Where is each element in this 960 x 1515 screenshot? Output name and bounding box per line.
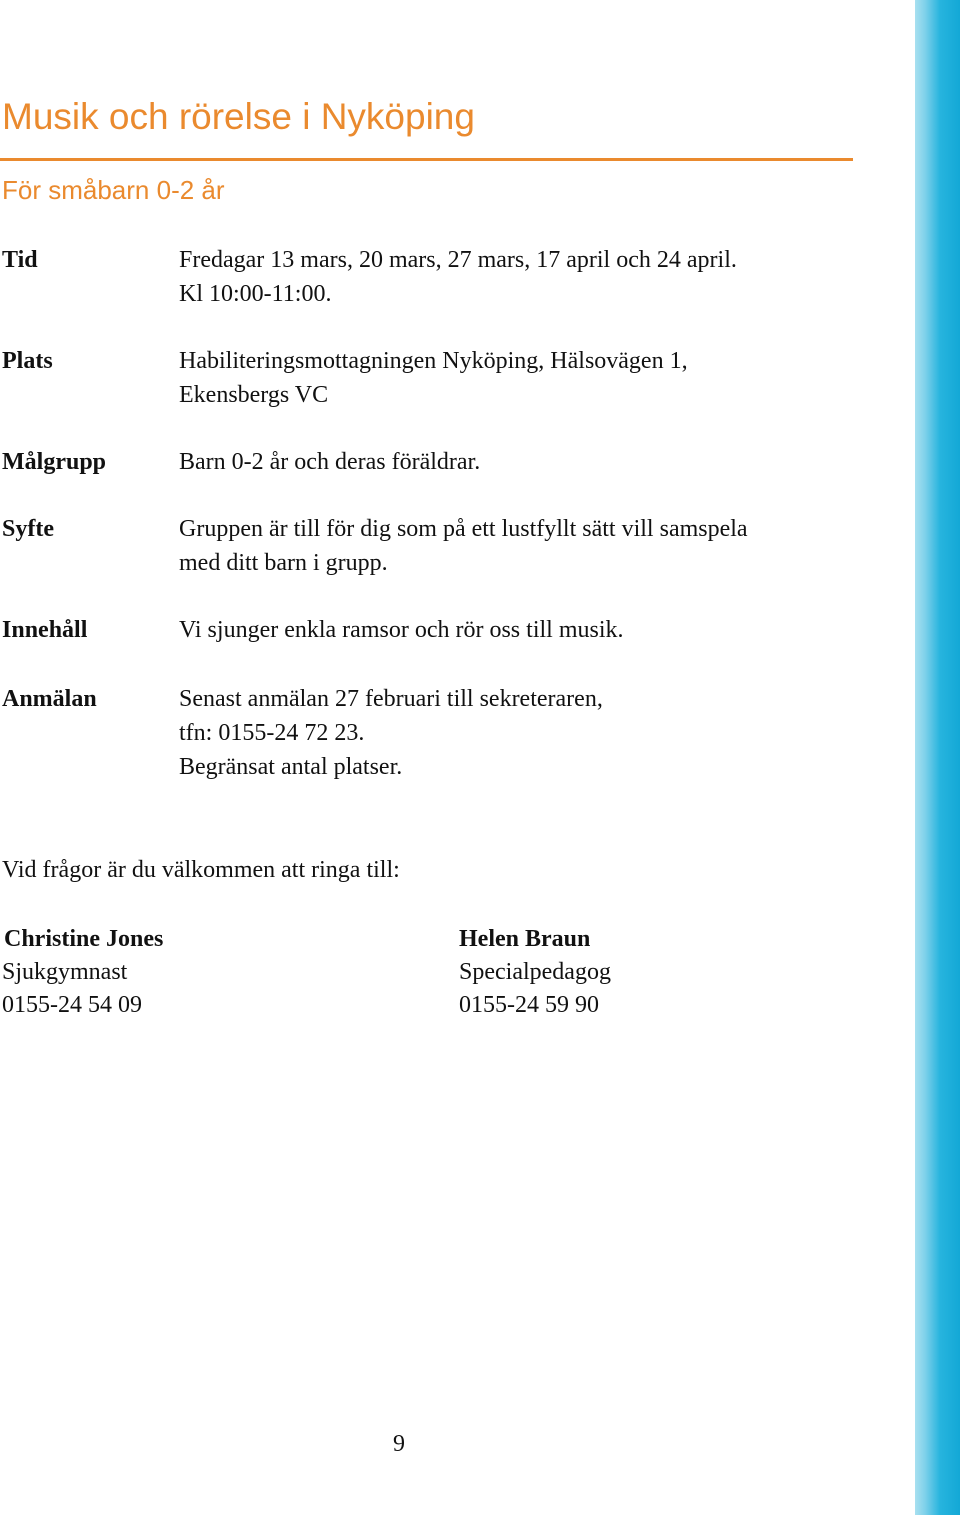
contact-card bbox=[459, 923, 611, 1022]
row-value-line: Ekensbergs VC bbox=[179, 382, 329, 408]
row-label-innehall: Innehåll bbox=[2, 617, 88, 643]
title-divider bbox=[0, 158, 853, 161]
row-value-line: Fredagar 13 mars, 20 mars, 27 mars, 17 april och 24 april. bbox=[179, 247, 737, 273]
page-number: 9 bbox=[393, 1431, 405, 1457]
row-value-plats bbox=[179, 344, 688, 412]
row-value-anmalan bbox=[179, 682, 603, 784]
row-label-syfte: Syfte bbox=[2, 516, 54, 542]
row-value-tid bbox=[179, 243, 737, 311]
contact-role: Specialpedagog bbox=[459, 959, 611, 985]
row-label-malgrupp: Målgrupp bbox=[2, 449, 107, 475]
row-value-line: med ditt barn i grupp. bbox=[179, 550, 388, 576]
row-label-anmalan: Anmälan bbox=[2, 686, 97, 712]
row-value-line: tfn: 0155-24 72 23. bbox=[179, 720, 365, 746]
contact-name: Christine Jones bbox=[4, 926, 164, 952]
row-value-line: Senast anmälan 27 februari till sekreteraren, bbox=[179, 686, 603, 712]
page-subtitle: För småbarn 0-2 år bbox=[2, 175, 225, 205]
decorative-side-bar bbox=[915, 0, 960, 1515]
row-value-line: Begränsat antal platser. bbox=[179, 754, 403, 780]
contact-name: Helen Braun bbox=[459, 926, 591, 952]
contact-intro: Vid frågor är du välkommen att ringa till: bbox=[2, 857, 400, 883]
contact-phone: 0155-24 54 09 bbox=[2, 992, 142, 1018]
row-value-line: Barn 0-2 år och deras föräldrar. bbox=[179, 449, 481, 475]
contact-card bbox=[4, 923, 163, 1022]
row-value-innehall bbox=[179, 613, 624, 647]
row-value-line: Vi sjunger enkla ramsor och rör oss till musik. bbox=[179, 617, 624, 643]
row-value-line: Gruppen är till för dig som på ett lustfyllt sätt vill samspela bbox=[179, 516, 748, 542]
contact-role: Sjukgymnast bbox=[2, 959, 128, 985]
row-label-tid: Tid bbox=[2, 247, 38, 273]
page-title: Musik och rörelse i Nyköping bbox=[2, 96, 475, 137]
row-value-syfte bbox=[179, 512, 748, 580]
row-value-malgrupp bbox=[179, 445, 480, 479]
row-value-line: Habiliteringsmottagningen Nyköping, Hälsovägen 1, bbox=[179, 348, 688, 374]
contact-phone: 0155-24 59 90 bbox=[459, 992, 599, 1018]
row-value-line: Kl 10:00-11:00. bbox=[179, 281, 332, 307]
row-label-plats: Plats bbox=[2, 348, 53, 374]
